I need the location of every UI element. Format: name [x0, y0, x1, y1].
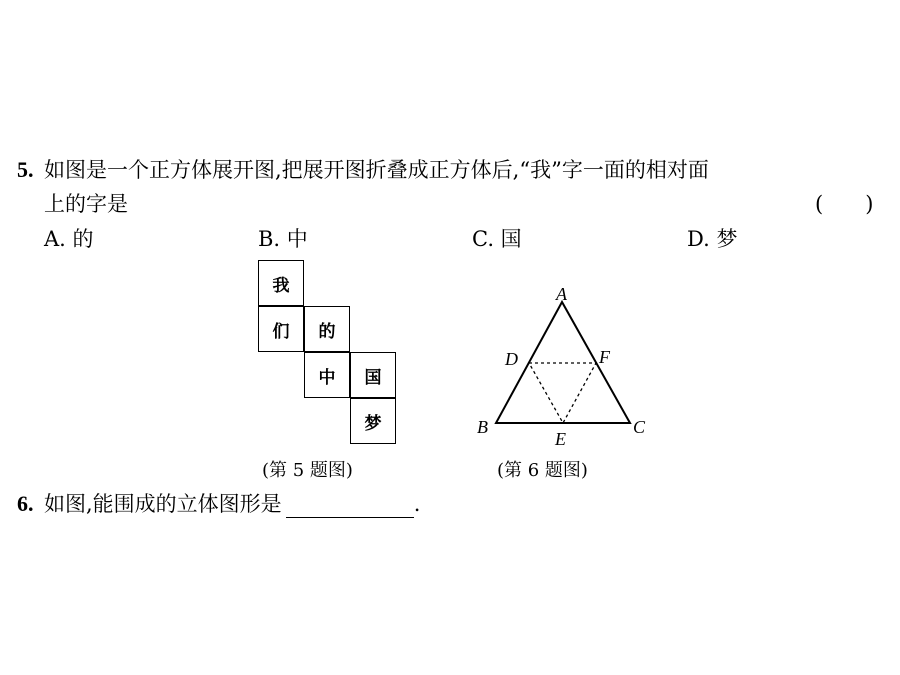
question-number: 5. [17, 157, 34, 182]
question-text-line1: 如图是一个正方体展开图,把展开图折叠成正方体后,“我”字一面的相对面 [44, 158, 709, 182]
option-c: C. 国 [472, 227, 522, 251]
figure-5-caption: (第 5 题图) [262, 460, 353, 481]
vertex-label-c: C [633, 417, 646, 437]
inner-dashed-triangle [529, 363, 596, 423]
answer-blank[interactable] [286, 495, 414, 518]
question-number: 6. [17, 491, 34, 516]
option-d: D. 梦 [687, 227, 738, 251]
vertex-label-b: B [477, 417, 488, 437]
vertex-label-e: E [555, 429, 566, 449]
question-end: . [413, 492, 421, 516]
vertex-label-a: A [556, 284, 567, 304]
answer-parentheses: ( ) [815, 192, 874, 216]
net-cell: 国 [350, 352, 396, 398]
net-cell: 中 [304, 352, 350, 398]
net-cell: 们 [258, 306, 304, 352]
option-b: B. 中 [258, 227, 308, 251]
net-cell: 我 [258, 260, 304, 306]
net-cell: 的 [304, 306, 350, 352]
triangle-figure [470, 280, 670, 455]
vertex-label-d: D [505, 349, 518, 369]
question-text: 如图,能围成的立体图形是 [44, 492, 282, 516]
net-cell: 梦 [350, 398, 396, 444]
question-text-line2: 上的字是 [44, 192, 128, 216]
question-line [44, 490, 420, 518]
option-a: A. 的 [44, 227, 94, 251]
figure-6-caption: (第 6 题图) [497, 460, 588, 481]
vertex-label-f: F [599, 347, 610, 367]
